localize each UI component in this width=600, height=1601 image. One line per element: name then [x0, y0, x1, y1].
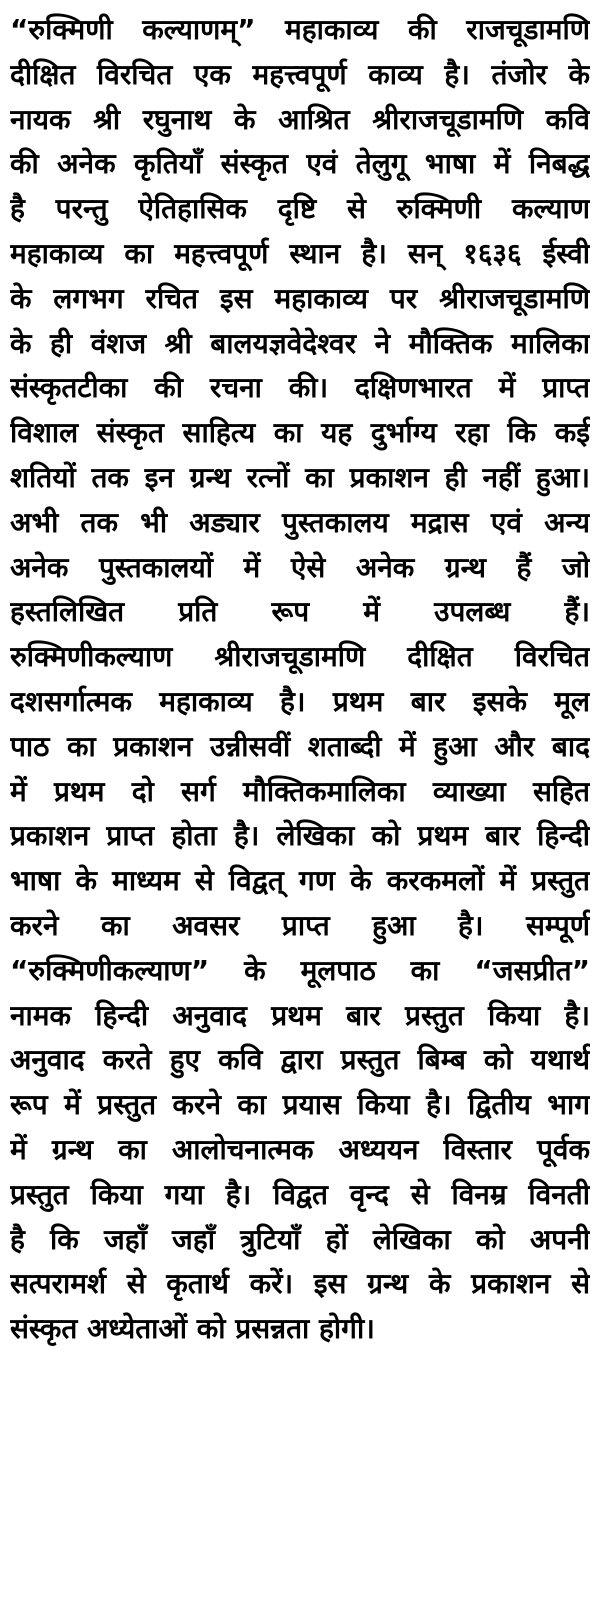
text-line-29: सत्परामर्श से कृतार्थ करें। इस ग्रन्थ के प्रकाशन से [10, 1267, 590, 1301]
text-line-28: है कि जहाँ जहाँ त्रुटियाँ हों लेखिका को अपनी [10, 1222, 590, 1256]
text-line-6: महाकाव्य का महत्त्वपूर्ण स्थान है। सन् १६३६ ईस्वी [10, 236, 590, 270]
text-line-23: नामक हिन्दी अनुवाद प्रथम बार प्रस्तुत किया है। [10, 998, 590, 1032]
text-line-9: संस्कृतटीका की रचना की। दक्षिणभारत में प्राप्त [10, 371, 590, 405]
text-line-30: संस्कृत अध्येताओं को प्रसन्नता होगी। [10, 1312, 375, 1346]
text-line-18: में प्रथम दो सर्ग मौक्तिकमालिका व्याख्या सहित [10, 774, 590, 808]
text-line-25: रूप में प्रस्तुत करने का प्रयास किया है। द्वितीय भाग [10, 1088, 590, 1122]
text-line-14: हस्तलिखित प्रति रूप में उपलब्ध हैं। [10, 595, 590, 629]
text-line-26: में ग्रन्थ का आलोचनात्मक अध्ययन विस्तार पूर्वक [10, 1132, 590, 1166]
text-line-17: पाठ का प्रकाशन उन्नीसवीं शताब्दी में हुआ और बाद [10, 729, 590, 763]
text-line-15: रुक्मिणीकल्याण श्रीराजचूडामणि दीक्षित विरचित [10, 640, 590, 674]
text-line-10: विशाल संस्कृत साहित्य का यह दुर्भाग्य रहा कि कई [10, 416, 590, 450]
text-line-19: प्रकाशन प्राप्त होता है। लेखिका को प्रथम बार हिन्दी [10, 819, 590, 853]
text-line-11: शतियों तक इन ग्रन्थ रत्नों का प्रकाशन ही नहीं हुआ। [10, 460, 590, 494]
document-body [10, 8, 590, 1352]
text-line-22: “रुक्मिणीकल्याण” के मूलपाठ का “जसप्रीत” [10, 953, 590, 987]
text-line-3: नायक श्री रघुनाथ के आश्रित श्रीराजचूडामणि कवि [10, 102, 590, 136]
text-line-21: करने का अवसर प्राप्त हुआ है। सम्पूर्ण [10, 908, 590, 942]
text-line-8: के ही वंशज श्री बालयज्ञवेदेश्वर ने मौक्तिक मालिका [10, 326, 590, 360]
text-line-20: भाषा के माध्यम से विद्वत् गण के करकमलों में प्रस्तुत [10, 864, 590, 898]
text-line-16: दशसर्गात्मक महाकाव्य है। प्रथम बार इसके मूल [10, 684, 590, 718]
text-line-24: अनुवाद करते हुए कवि द्वारा प्रस्तुत बिम्ब को यथार्थ [10, 1043, 590, 1077]
text-line-7: के लगभग रचित इस महाकाव्य पर श्रीराजचूडामणि [10, 281, 590, 315]
text-line-27: प्रस्तुत किया गया है। विद्वत वृन्द से विनम्र विनती [10, 1177, 590, 1211]
text-line-5: है परन्तु ऐतिहासिक दृष्टि से रुक्मिणी कल्याण [10, 192, 590, 226]
text-line-1: “रुक्मिणी कल्याणम्” महाकाव्य की राजचूडामणि [10, 13, 590, 46]
text-line-13: अनेक पुस्तकालयों में ऐसे अनेक ग्रन्थ हैं जो [10, 550, 590, 584]
text-line-12: अभी तक भी अड्यार पुस्तकालय मद्रास एवं अन्य [10, 505, 590, 539]
text-line-4: की अनेक कृतियाँ संस्कृत एवं तेलुगू भाषा में निबद्ध [10, 147, 590, 181]
text-line-2: दीक्षित विरचित एक महत्त्वपूर्ण काव्य है। तंजोर के [10, 57, 590, 91]
